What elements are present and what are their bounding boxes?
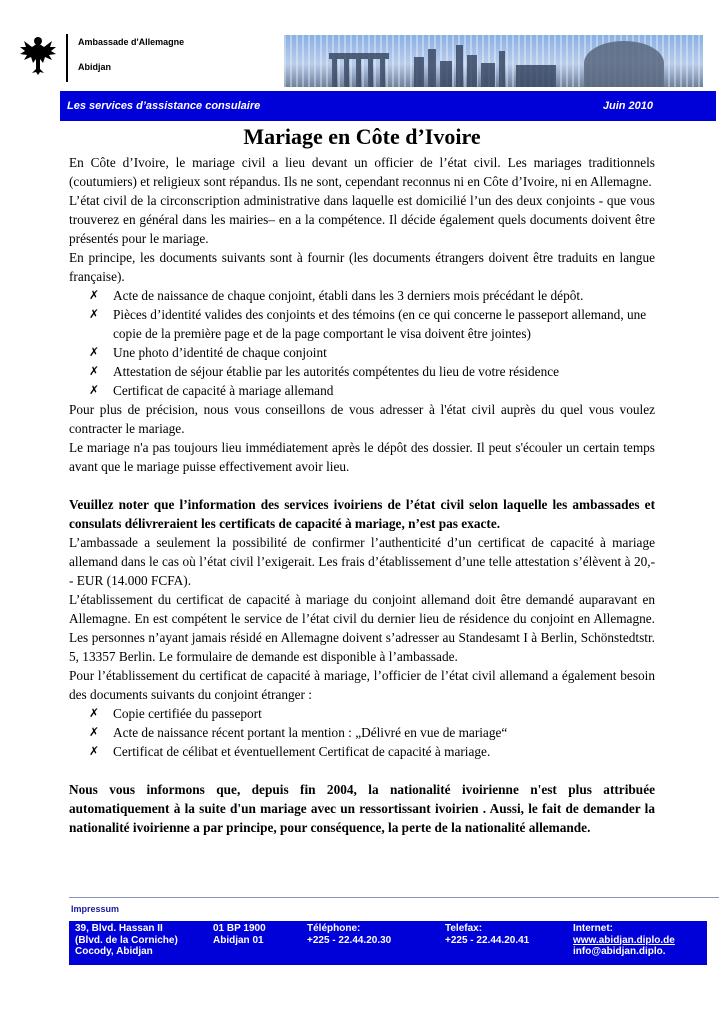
header-divider — [66, 34, 68, 82]
paragraph: Pour plus de précision, nous vous conseillons de vous adresser à l'état civil auprès du quel vous voulez contracter le mariage. — [69, 402, 655, 436]
paragraph: L’ambassade a seulement la possibilité de confirmer l’authenticité d’un certificat de capacité à mariage allemand dans le cas où l’état civil l’exigerait. Les frais d’établissement d’une telle attestation s’élèvent à 20,-- EUR (14.000 FCFA). — [69, 535, 655, 588]
notice-paragraph: Veuillez noter que l’information des services ivoiriens de l’état civil selon laquelle les ambassades et consulats délivreraient les certificats de capacité à mariage, n’est pas exacte. — [69, 497, 655, 531]
cross-icon: ✗ — [89, 364, 100, 378]
paragraph: L’établissement du certificat de capacité à mariage du conjoint allemand doit être demandé auparavant en Allemagne. En est compétent le service de l’état civil du dernier lieu de résidence du conjoint en Allemagne. Les personnes n’ayant jamais résidé en Allemagne doivent s’adresser au Standesamt I à Berlin, Schönstedtstr. 5, 13357 Berlin. Le formulaire de demande est disponible à l’ambassade. — [69, 592, 655, 664]
city-banner-image — [284, 35, 703, 87]
list-item: ✗ Une photo d’identité de chaque conjoint — [89, 345, 327, 360]
section-bar — [60, 91, 716, 121]
embassy-city: Abidjan — [78, 62, 111, 72]
footer-internet: Internet: www.abidjan.diplo.de info@abidjan.diplo. — [573, 923, 675, 957]
cross-icon: ✗ — [89, 307, 100, 321]
paragraph: Pour l’établissement du certificat de capacité à mariage, l’officier de l’état civil allemand a également besoin des documents suivants du conjoint étranger : — [69, 668, 655, 702]
required-documents-list — [69, 286, 655, 400]
cross-icon: ✗ — [89, 744, 100, 758]
paragraph: Le mariage n'a pas toujours lieu immédiatement après le dépôt des dossier. Il peut s'écouler un certain temps avant que le mariage puisse effectivement avoir lieu. — [69, 440, 655, 474]
footer-divider — [69, 897, 719, 898]
footer-bar — [69, 921, 707, 965]
list-item: ✗ Certificat de capacité à mariage allemand — [89, 383, 334, 398]
impressum-label: Impressum — [71, 904, 120, 914]
footer-postal-box: 01 BP 1900 Abidjan 01 — [213, 923, 266, 946]
cross-icon: ✗ — [89, 725, 100, 739]
list-item: ✗ Pièces d’identité valides des conjoints et des témoins (en ce qui concerne le passeport allemand, une copie de la première page et de la page comportant le visa doivent être jointes) — [89, 307, 647, 341]
cross-icon: ✗ — [89, 288, 100, 302]
cross-icon: ✗ — [89, 706, 100, 720]
footer-address: 39, Blvd. Hassan II (Blvd. de la Corniche) Cocody, Abidjan — [75, 923, 178, 957]
issue-date: Juin 2010 — [602, 100, 653, 112]
website-link[interactable]: www.abidjan.diplo.de — [573, 934, 675, 946]
list-item: ✗ Copie certifiée du passeport — [89, 706, 262, 721]
document-body — [69, 153, 655, 837]
footer-fax: Telefax: +225 - 22.44.20.41 — [445, 923, 530, 946]
cross-icon: ✗ — [89, 345, 100, 359]
email-address[interactable]: info@abidjan.diplo. — [573, 946, 666, 957]
list-item: ✗ Certificat de célibat et éventuellement Certificat de capacité à mariage. — [89, 744, 491, 759]
federal-eagle-icon — [18, 33, 58, 75]
embassy-name: Ambassade d'Allemagne — [78, 37, 185, 47]
footer-phone: Téléphone: +225 - 22.44.20.30 — [307, 923, 392, 946]
list-item: ✗ Acte de naissance de chaque conjoint, établi dans les 3 derniers mois précédant le dépôt. — [89, 288, 584, 303]
section-title: Les services d’assistance consulaire — [67, 100, 261, 112]
nationality-notice: Nous vous informons que, depuis fin 2004, la nationalité ivoirienne n'est plus attribuée automatiquement à la suite d'un mariage avec un ressortissant ivoirien . Aussi, le fait de demander la nationalité ivoirienne a par principe, pour conséquence, la perte de la nationalité allemande. — [69, 782, 655, 835]
cross-icon: ✗ — [89, 383, 100, 397]
paragraph: L’état civil de la circonscription administrative dans laquelle est domicilié l’un des deux conjoints - que vous trouverez en général dans les mairies– en a la compétence. Il décide également quels documents doivent être présentés pour le mariage. — [69, 193, 655, 246]
list-item: ✗ Attestation de séjour établie par les autorités compétentes du lieu de votre résidence — [89, 364, 560, 379]
page-title: Mariage en Côte d’Ivoire — [243, 124, 481, 149]
paragraph: En principe, les documents suivants sont à fournir (les documents étrangers doivent être traduits en langue française). — [69, 250, 655, 284]
paragraph: En Côte d’Ivoire, le mariage civil a lieu devant un officier de l’état civil. Les mariages traditionnels (coutumiers) et religieux sont répandus. Ils ne sont, cependant reconnus ni en Côte d’Ivoire, ni en Allemagne. — [69, 155, 655, 189]
list-item: ✗ Acte de naissance récent portant la mention : „Délivré en vue de mariage“ — [89, 725, 508, 740]
foreign-spouse-documents-list — [69, 704, 655, 761]
